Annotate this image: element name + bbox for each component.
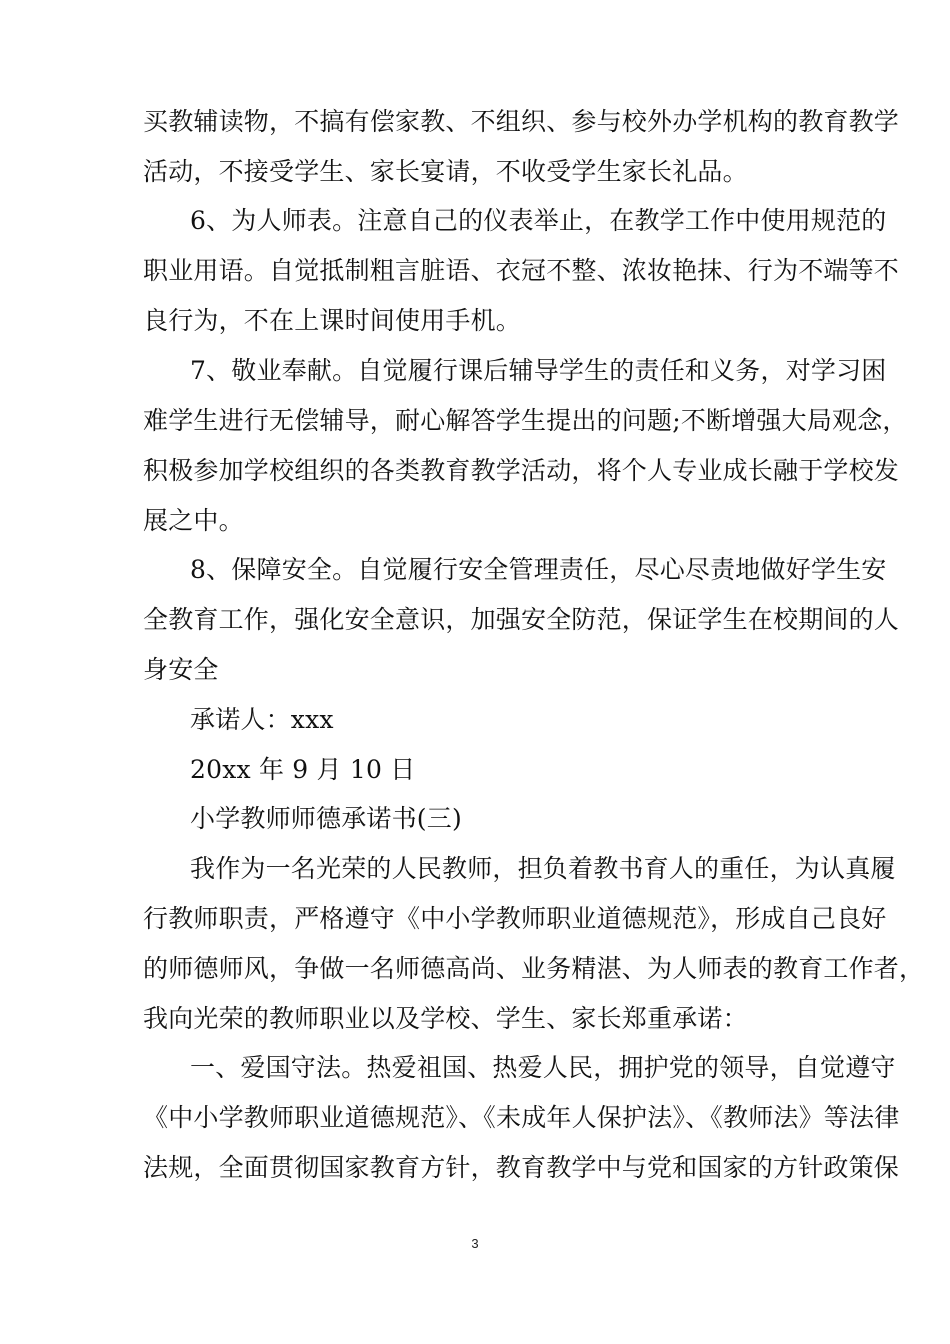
text-line: 全教育工作，强化安全意识，加强安全防范，保证学生在校期间的人 [143, 605, 900, 634]
page-number: 3 [471, 1236, 479, 1251]
text-line: 6、为人师表。注意自己的仪表举止，在教学工作中使用规范的 [190, 206, 887, 235]
text-line: 的师德师风，争做一名师德高尚、业务精湛、为人师表的教育工作者， [143, 954, 925, 983]
text-line: 买教辅读物，不搞有偿家教、不组织、参与校外办学机构的教育教学 [143, 107, 900, 136]
text-line: 《中小学教师职业道德规范》、《未成年人保护法》、《教师法》等法律 [143, 1103, 900, 1132]
text-line: 身安全 [143, 655, 219, 684]
text-line: 良行为，不在上课时间使用手机。 [143, 306, 522, 335]
text-line: 难学生进行无偿辅导，耐心解答学生提出的问题;不断增强大局观念， [143, 406, 908, 435]
text-line: 我作为一名光荣的人民教师，担负着教书育人的重任，为认真履 [190, 854, 896, 883]
section-title: 小学教师师德承诺书(三) [190, 804, 462, 833]
text-line: 一、爱国守法。热爱祖国、热爱人民，拥护党的领导，自觉遵守 [190, 1053, 896, 1082]
text-line: 活动，不接受学生、家长宴请，不收受学生家长礼品。 [143, 157, 748, 186]
text-line: 我向光荣的教师职业以及学校、学生、家长郑重承诺： [143, 1004, 748, 1033]
text-line: 积极参加学校组织的各类教育教学活动，将个人专业成长融于学校发 [143, 456, 900, 485]
text-line: 展之中。 [143, 506, 244, 535]
text-line: 职业用语。自觉抵制粗言脏语、衣冠不整、浓妆艳抹、行为不端等不 [143, 256, 900, 285]
signatory-line: 承诺人：xxx [190, 705, 334, 734]
text-line: 行教师职责，严格遵守《中小学教师职业道德规范》，形成自己良好 [143, 904, 887, 933]
text-line: 法规，全面贯彻国家教育方针，教育教学中与党和国家的方针政策保 [143, 1153, 900, 1182]
text-line: 7、敬业奉献。自觉履行课后辅导学生的责任和义务，对学习困 [190, 356, 887, 385]
date-line: 20xx 年 9 月 10 日 [190, 755, 416, 784]
text-line: 8、保障安全。自觉履行安全管理责任，尽心尽责地做好学生安 [190, 555, 887, 584]
